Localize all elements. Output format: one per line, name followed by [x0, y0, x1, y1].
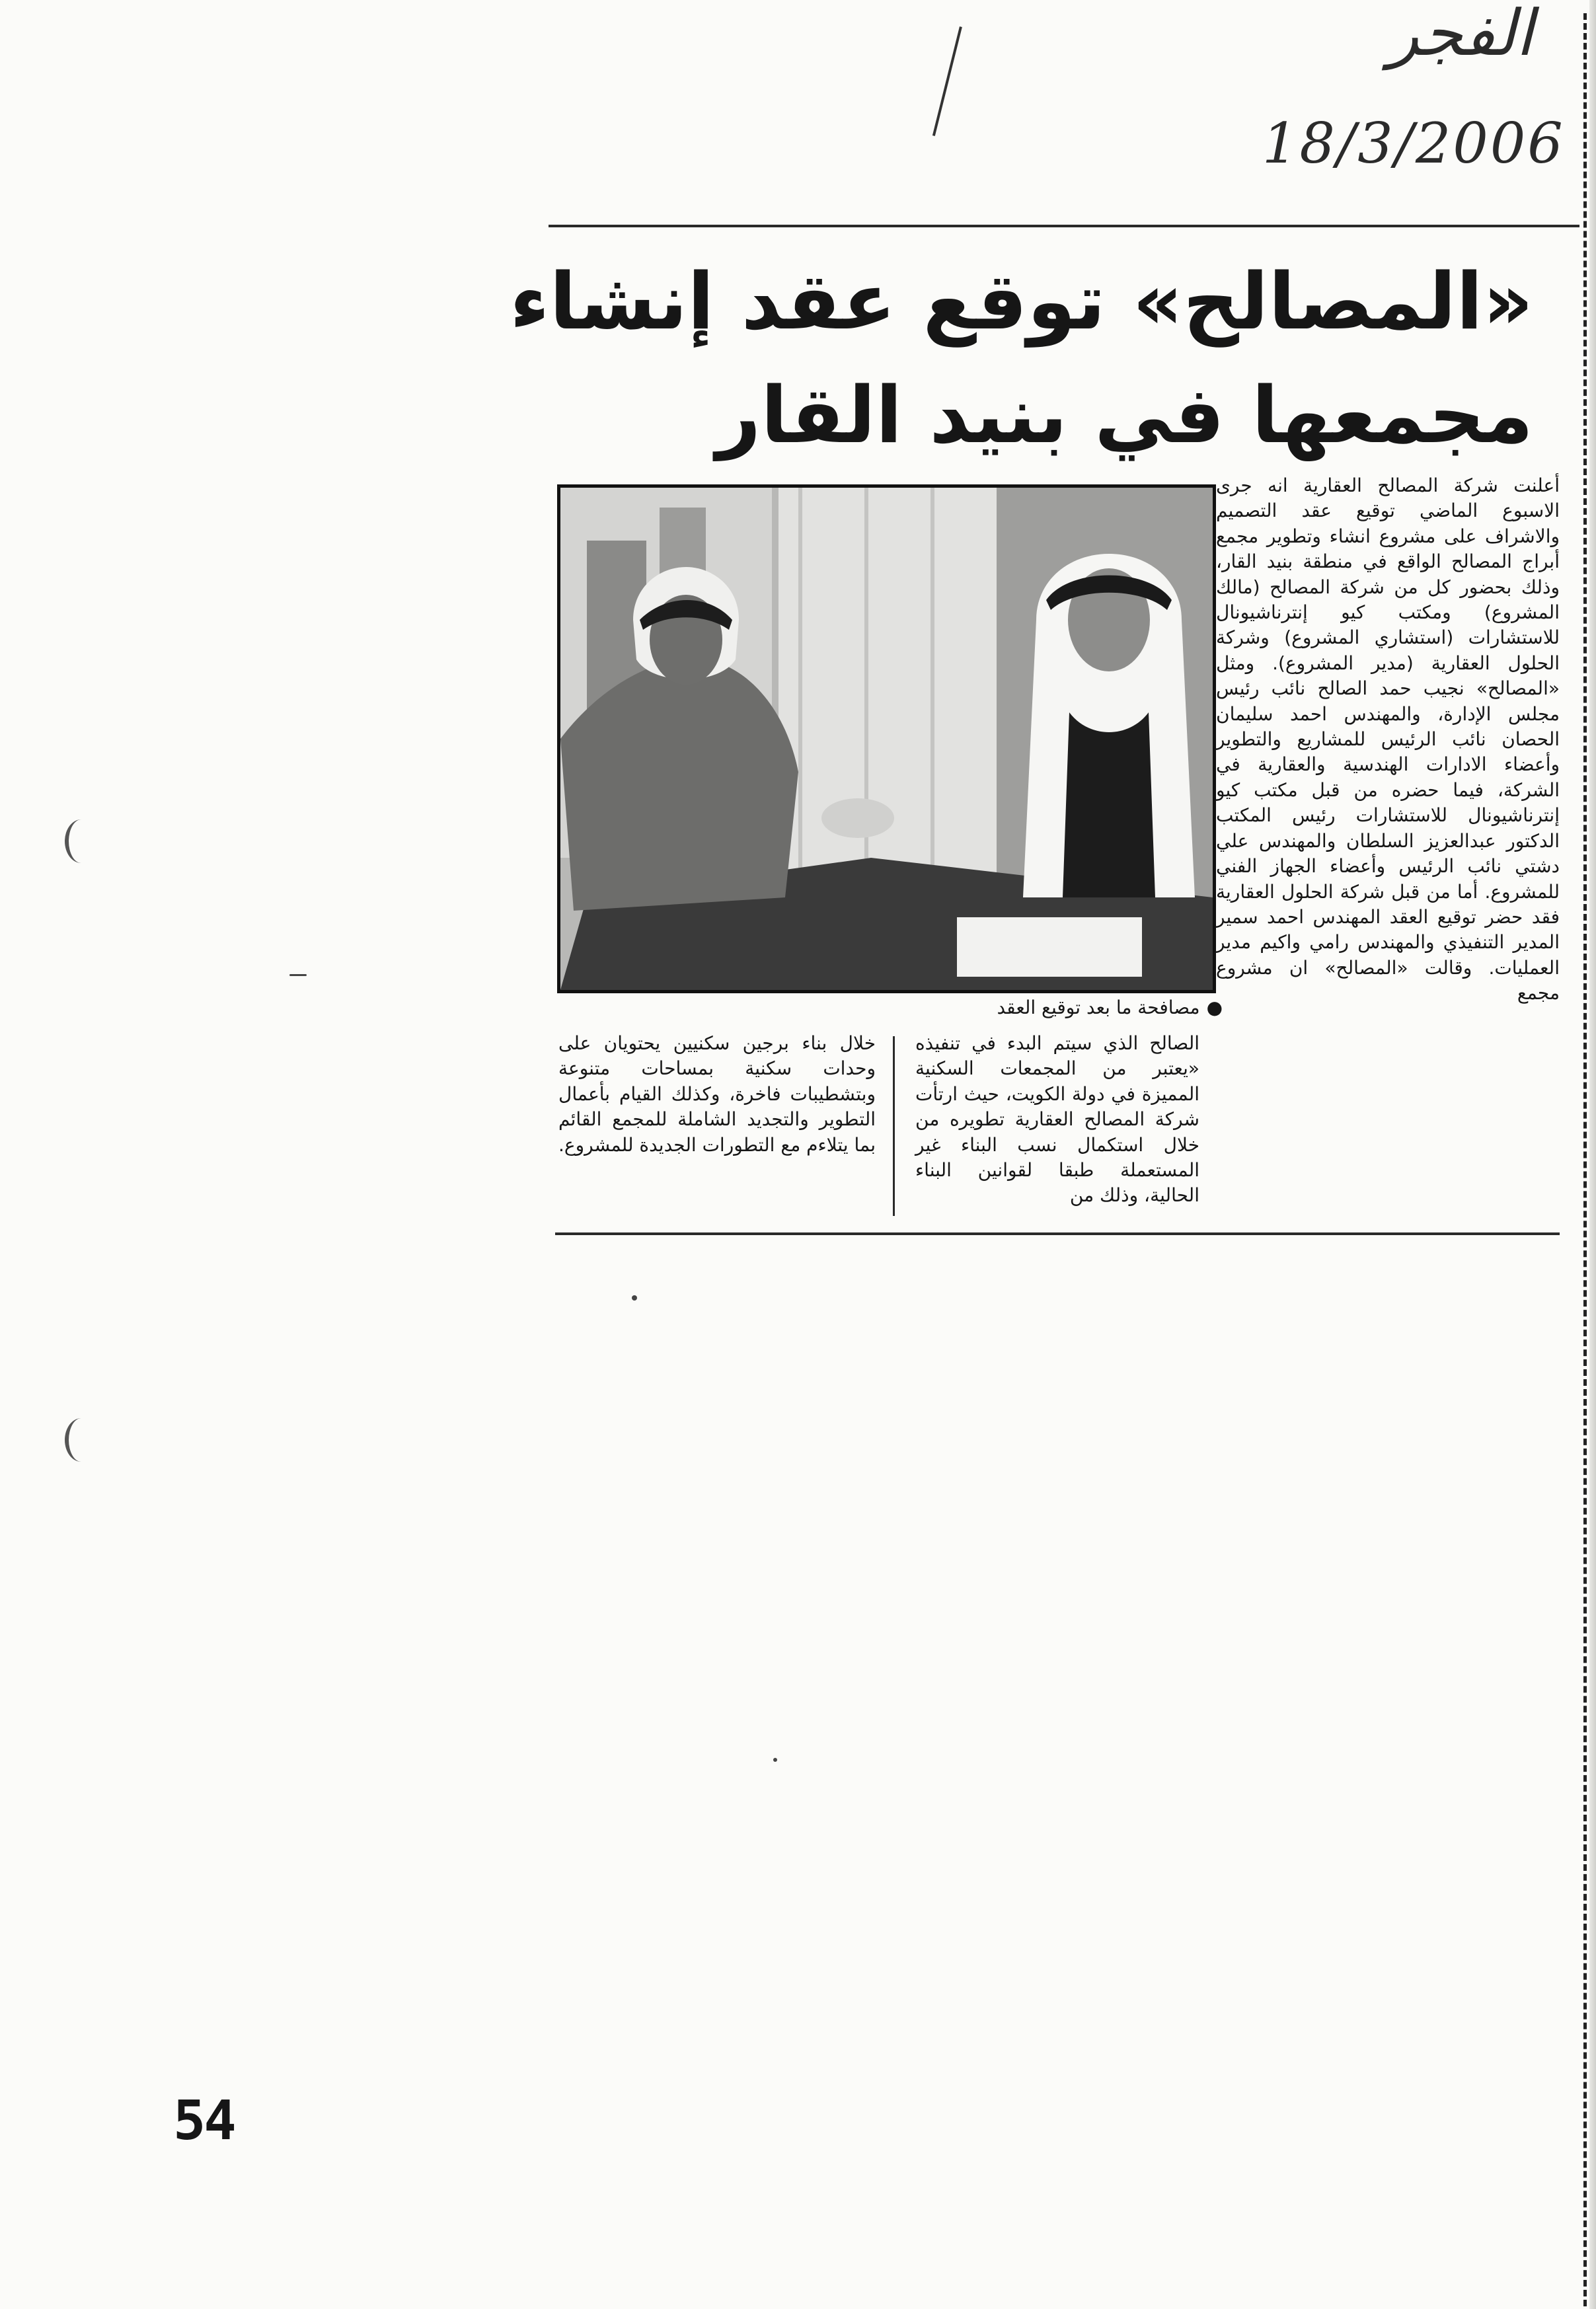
scan-speck [632, 1295, 637, 1301]
scan-speck [289, 974, 307, 976]
headline [510, 245, 1533, 472]
pen-stroke [932, 26, 962, 136]
article-column-left: خلال بناء برجين سكنيين يحتويان على وحدات سكنية بمساحات متنوعة وبتشطيبات فاخرة، وكذلك القيام بأعمال التطوير والتجديد الشاملة للمجمع القائم بما يتلاءم مع التطورات الجديدة للمشروع. [558, 1032, 876, 1156]
page-number: 54 [173, 2090, 235, 2152]
article-column-right: أعلنت شركة المصالح العقارية انه جرى الاسبوع الماضي توقيع عقد التصميم والاشراف على مشروع انشاء وتطوير مجمع أبراج المصالح الواقع في منطقة بنيد القار، وذلك بحضور كل من شركة المصالح (مالك المشروع) ومكتب كيو إنترناشيونال للاستشارات (استشاري المشروع) وشركة الحلول العقارية (مدير المشروع). ومثل «المصالح» نجيب حمد الصالح نائب رئيس مجلس الإدارة، والمهندس احمد سليمان الحصان نائب الرئيس للمشاريع والتطوير وأعضاء الادارات الهندسية والعقارية في الشركة، فيما حضره من قبل مكتب كيو إنترناشيونال للاستشارات رئيس المكتب الدكتور عبدالعزيز السلطان والمهندس علي دشتي نائب الرئيس وأعضاء الجهاز الفني للمشروع. أما من قبل شركة الحلول العقارية فقد حضر توقيع العقد المهندس احمد سمير المدير التنفيذي والمهندس رامي واكيم مدير العمليات. وقالت «المصالح» ان مشروع مجمع [1216, 474, 1560, 1004]
photo-illustration [560, 488, 1213, 990]
handwritten-date: 18/3/2006 [1262, 111, 1565, 176]
bottom-rule [555, 1232, 1560, 1235]
scan-edge [1589, 0, 1596, 2309]
photo-caption: ● مصافحة ما بعد توقيع العقد [912, 997, 1223, 1018]
top-rule [549, 225, 1579, 227]
article-column-middle: الصالح الذي سيتم البدء في تنفيذه «يعتبر من المجمعات السكنية المميزة في دولة الكويت، حيث ارتأت شركة المصالح العقارية تطويره من خلال استكمال نسب البناء غير المستعملة طبقا لقوانين البناء الحالية، وذلك من [915, 1032, 1199, 1207]
headline-line-1: «المصالح» توقع عقد إنشاء [510, 256, 1533, 347]
handwritten-paper-name: الفجر [1388, 0, 1533, 70]
article-photo [557, 484, 1216, 993]
binder-line [1583, 13, 1587, 2306]
punch-hole-bottom [65, 1418, 98, 1462]
column-divider [893, 1036, 895, 1216]
scan-speck [773, 1758, 777, 1762]
headline-line-2: مجمعها في بنيد القار [716, 369, 1533, 461]
punch-hole-top [65, 819, 98, 863]
